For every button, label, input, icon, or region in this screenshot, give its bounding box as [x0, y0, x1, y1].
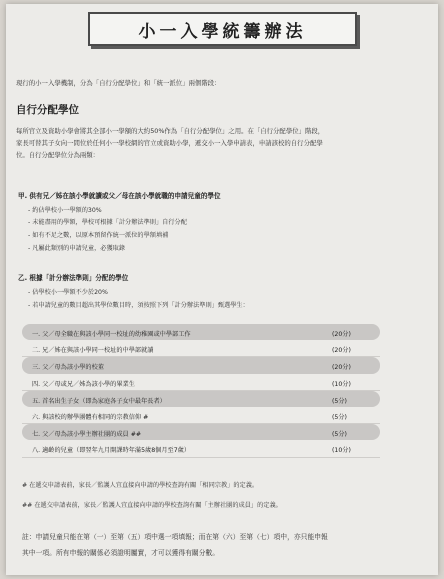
part-b-item: - 若申請兒童的數目超出其學位數目時，須按照下列「計分辦法準則」甄選學生： [28, 302, 249, 309]
criteria-points: (5分) [332, 431, 347, 439]
criteria-points: (20分) [332, 347, 351, 355]
criteria-points: (5分) [332, 397, 347, 405]
criteria-text: 四. 父／母或兄／姊為該小學的畢業生 [32, 380, 135, 388]
footnote-organization: ## 在遞交申請表前，家長／監護人宜直接向申請的學校查詢有關「主辦社團的成員」的定義。 [22, 502, 282, 509]
criteria-row [22, 324, 380, 340]
remark-line-1: 註：申請兒童只能在第（一）至第（五）項中選一項填報；而在第（六）至第（七）項中，亦只能申報 [22, 533, 328, 541]
criteria-row [22, 374, 380, 391]
criteria-text: 八. 適齡的兒童（即翌年九月開課時年滿5歲8個月至7歲） [32, 447, 191, 455]
criteria-row [22, 357, 380, 373]
criteria-text: 六. 與該校的辦學團體有相同的宗教信仰 # [32, 413, 149, 421]
criteria-text: 七. 父／母為該小學主辦社團的成員 ## [32, 431, 142, 439]
criteria-row [22, 391, 380, 407]
criteria-row [22, 440, 380, 457]
criteria-points: (10分) [332, 380, 351, 388]
criteria-row [22, 424, 380, 440]
criteria-text: 一. 父／母全職在與該小學同一校址的幼稚園或中學部工作 [32, 331, 191, 338]
criteria-points: (5分) [332, 413, 347, 421]
title-box [88, 12, 357, 46]
criteria-text: 五. 首名出生子女（即為家庭各子女中最年長者） [32, 397, 166, 405]
part-a-item: - 未能盡用的學額，學校可根據「計分辦法準則」自行分配 [28, 219, 187, 226]
paragraph-line-1: 每所官立及資助小學會將其全部小一學額的大約50%作為「自行分配學位」之用。在「自行分配學位」階段， [16, 127, 325, 135]
intro-text: 現行的小一入學機制，分為「自行分配學位」和「統一派位」兩個階段： [16, 79, 221, 87]
criteria-text: 二. 兄／姊在與該小學同一校址的中學部就讀 [32, 347, 154, 355]
page-title: 小一入學統籌辦法 [138, 21, 307, 42]
criteria-row [22, 407, 380, 424]
criteria-points: (20分) [332, 331, 351, 338]
paragraph-line-3: 位。自行分配學位分為兩類： [16, 151, 100, 159]
document-page [6, 4, 438, 575]
part-a-item: - 如有不足之數，以原本預留作統一派位的學額填補 [28, 232, 169, 239]
criteria-text: 三. 父／母為該小學的校董 [32, 364, 104, 372]
part-b-heading: 乙. 根據「計分辦法準則」分配的學位 [18, 274, 129, 282]
criteria-points: (10分) [332, 447, 351, 455]
part-a-item: - 約佔學校小一學額的30% [28, 207, 102, 214]
paragraph-line-2: 家長可替其子女向一間位於任何小一學校網的官立或資助小學，遞交小一入學申請表，申請該校的自行分配學 [16, 139, 323, 147]
footnote-religion: # 在遞交申請表前，家長／監護人宜直接向申請的學校查詢有關「相同宗教」的定義。 [22, 482, 259, 489]
part-a-item: - 凡屬此類別的申請兒童，必獲取錄 [28, 245, 126, 252]
criteria-table [22, 324, 380, 458]
criteria-points: (20分) [332, 364, 351, 372]
remark-line-2: 其中一項。所有申報的關係必須證明屬實，才可以獲得有關分數。 [22, 549, 220, 557]
criteria-row [22, 340, 380, 357]
part-a-heading: 甲. 供有兄／姊在該小學就讀或父／母在該小學就職的申請兒童的學位 [18, 192, 221, 200]
section-heading: 自行分配學位 [16, 104, 79, 116]
part-b-item: - 佔學校小一學額不少於20% [28, 289, 108, 296]
